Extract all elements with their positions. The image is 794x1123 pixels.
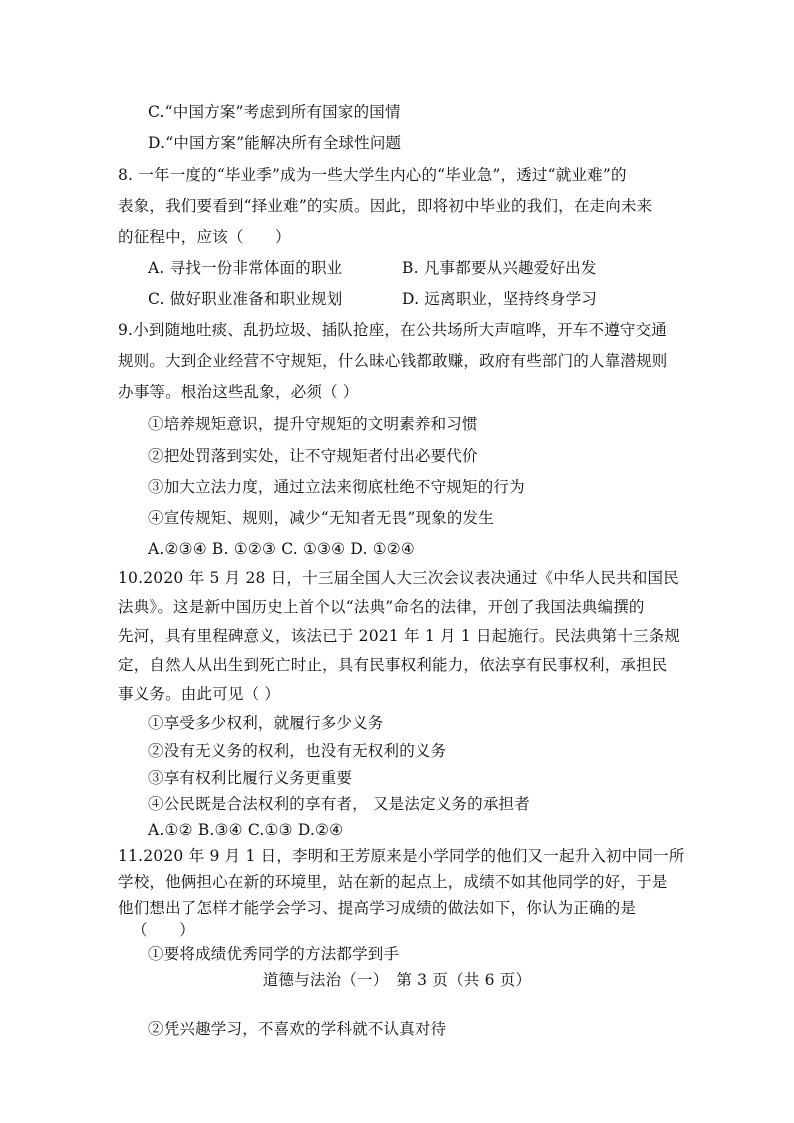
q9-stem-line-2: 规则。大到企业经营不守规矩，什么昧心钱都敢赚，政府有些部门的人靠潜规则: [118, 352, 668, 370]
q9-item-2: ②把处罚落到实处，让不守规矩者付出必要代价: [148, 447, 478, 465]
q11-stem-line-2: 学校，他俩担心在新的环境里，站在新的起点上，成绩不如其他同学的好，于是: [118, 873, 668, 891]
q9-item-4: ④宣传规矩、规则，减少“无知者无畏”现象的发生: [148, 509, 494, 527]
q7-option-d: D.“中国方案”能解决所有全球性问题: [148, 134, 402, 152]
q7-option-c: C.“中国方案”考虑到所有国家的国情: [148, 103, 401, 121]
q8-stem-line-2: 表象，我们要看到“择业难”的实质。因此，即将初中毕业的我们，在走向未来: [118, 197, 653, 215]
page-footer: 道德与法治（一） 第 3 页（共 6 页）: [262, 971, 532, 989]
q9-item-1: ①培养规矩意识，提升守规矩的文明素养和习惯: [148, 415, 478, 433]
q10-item-3: ③享有权利比履行义务更重要: [148, 769, 353, 787]
q11-stem-line-1: 11.2020 年 9 月 1 日，李明和王芳原来是小学同学的他们又一起升入初中同一所: [118, 847, 685, 865]
q10-item-4: ④公民既是合法权利的享有者， 又是法定义务的承担者: [148, 795, 530, 813]
q10-item-2: ②没有无义务的权利，也没有无权利的义务: [148, 742, 447, 760]
q9-stem-line-1: 9.小到随地吐痰、乱扔垃圾、插队抢座，在公共场所大声喧哗，开车不遵守交通: [118, 321, 667, 339]
q8-stem-line-3: 的征程中，应该（ ）: [118, 228, 291, 246]
q8-option-a: A. 寻找一份非常体面的职业: [148, 259, 343, 277]
q10-stem-line-2: 法典》。这是新中国历史上首个以“法典”命名的法律，开创了我国法典编撰的: [118, 598, 645, 616]
q10-stem-line-1: 10.2020 年 5 月 28 日，十三届全国人大三次会议表决通过《中华人民共和国民: [118, 569, 679, 587]
q9-options: A.②③④ B. ①②③ C. ①③④ D. ①②④: [148, 540, 415, 558]
q11-answer-blank: （ ）: [132, 921, 195, 939]
q11-item-1: ①要将成绩优秀同学的方法都学到手: [148, 945, 400, 963]
q10-options: A.①② B.③④ C.①③ D.②④: [148, 821, 344, 839]
q10-item-1: ①享受多少权利，就履行多少义务: [148, 714, 384, 732]
q10-stem-line-4: 定，自然人从出生到死亡时止，具有民事权利能力，依法享有民事权利，承担民: [118, 656, 668, 674]
q11-item-2: ②凭兴趣学习，不喜欢的学科就不认真对待: [148, 1020, 447, 1038]
q10-stem-line-5: 事义务。由此可见（ ）: [118, 685, 281, 703]
q11-stem-line-3: 他们想出了怎样才能学会学习、提高学习成绩的做法如下，你认为正确的是: [118, 899, 637, 917]
q8-option-b: B. 凡事都要从兴趣爱好出发: [402, 259, 597, 277]
q8-option-d: D. 远离职业，坚持终身学习: [402, 290, 598, 308]
q9-stem-line-3: 办事等。根治这些乱象，必须（ ）: [118, 383, 359, 401]
q10-stem-line-3: 先河，具有里程碑意义，该法已于 2021 年 1 月 1 日起施行。民法典第十三条规: [118, 627, 681, 645]
q8-stem-line-1: 8. 一年一度的“毕业季”成为一些大学生内心的“毕业急”，透过“就业难”的: [118, 166, 627, 184]
q8-option-c: C. 做好职业准备和职业规划: [148, 290, 343, 308]
q9-item-3: ③加大立法力度，通过立法来彻底杜绝不守规矩的行为: [148, 478, 525, 496]
